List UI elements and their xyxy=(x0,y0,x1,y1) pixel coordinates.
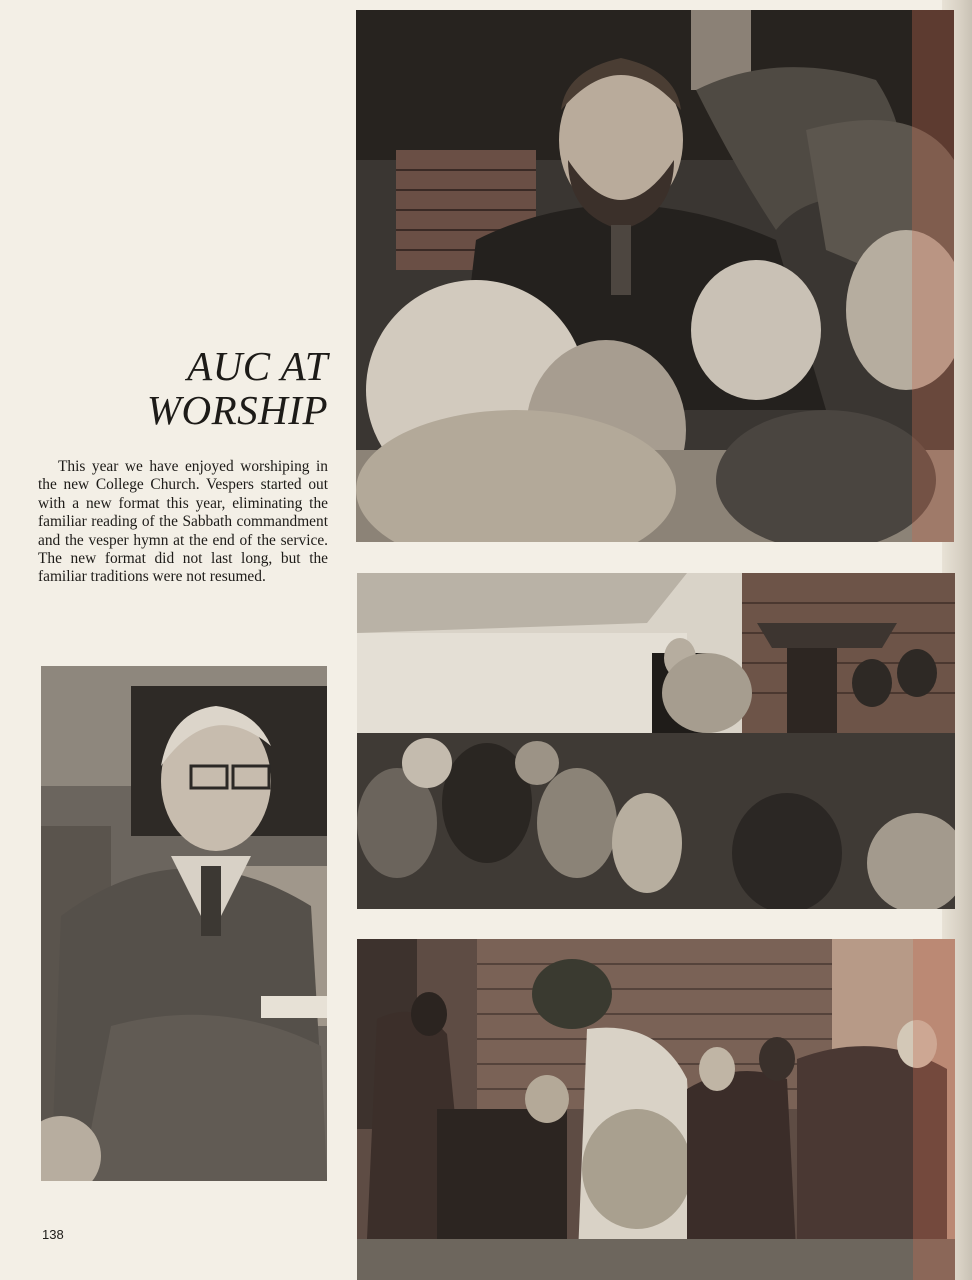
heading-line-2: WORSHIP xyxy=(146,387,328,433)
body-paragraph: This year we have enjoyed worshiping in the new College Church. Vespers started out with a new format this year, eliminating the familiar reading of the Sabbath commandment and the vesper hymn at the end of the service. The new format did not last long, but the familiar traditions were not resumed. xyxy=(38,458,328,586)
page-number: 138 xyxy=(42,1227,64,1242)
photo-choir xyxy=(357,939,955,1280)
heading-line-1: AUC AT xyxy=(187,343,328,389)
photo-speaker xyxy=(356,10,954,542)
page-heading xyxy=(120,344,328,432)
photo-older-man xyxy=(41,666,327,1181)
photo-congregation xyxy=(357,573,955,909)
